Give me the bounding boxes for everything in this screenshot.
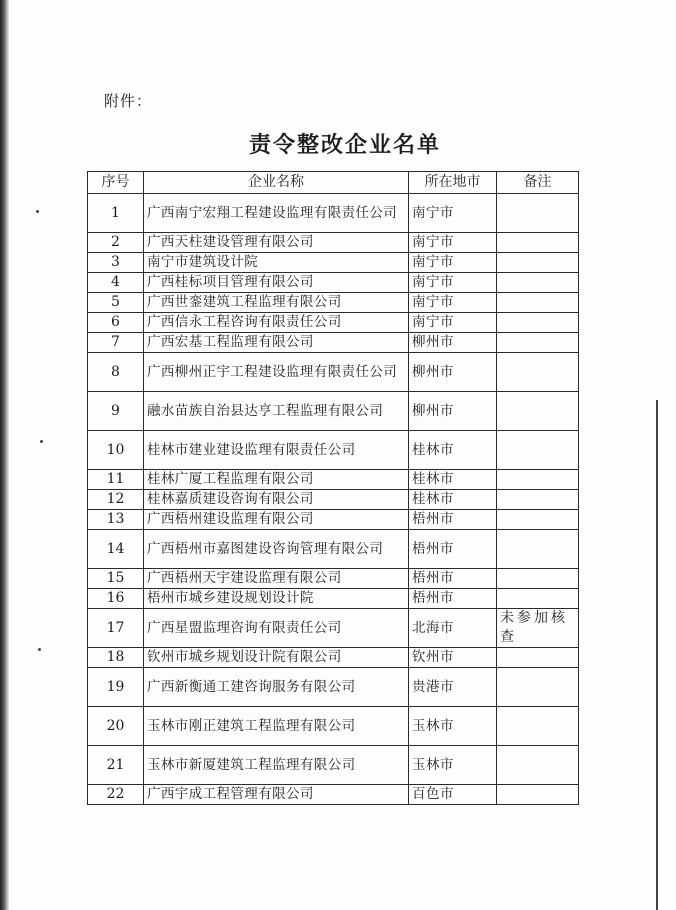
note [497,707,579,746]
row-number: 9 [88,392,144,431]
row-number: 21 [88,746,144,785]
city: 贵港市 [409,668,497,707]
row-number: 16 [88,589,144,609]
company-name: 广西星盟监理咨询有限责任公司 [144,609,409,648]
company-name: 广西南宁宏翔工程建设监理有限责任公司 [144,194,409,233]
note [497,785,579,805]
table-row [88,490,579,510]
note: 未参加核查 [497,609,579,648]
company-name: 广西信永工程咨询有限责任公司 [144,313,409,333]
row-number: 20 [88,707,144,746]
note [497,431,579,470]
company-name: 广西天柱建设管理有限公司 [144,233,409,253]
row-number: 1 [88,194,144,233]
city: 梧州市 [409,569,497,589]
company-name: 桂林广厦工程监理有限公司 [144,470,409,490]
attachment-label: 附件： [104,92,153,110]
city: 桂林市 [409,431,497,470]
note [497,353,579,392]
city: 玉林市 [409,707,497,746]
city: 桂林市 [409,490,497,510]
scan-speck [36,210,39,213]
note [497,273,579,293]
table-row [88,333,579,353]
city: 梧州市 [409,589,497,609]
row-number: 14 [88,530,144,569]
table-row [88,668,579,707]
city: 钦州市 [409,648,497,668]
table-header-row [88,172,579,194]
row-number: 4 [88,273,144,293]
city: 柳州市 [409,353,497,392]
company-name: 桂林嘉质建设咨询有限公司 [144,490,409,510]
table-row [88,353,579,392]
column-header-note: 备注 [497,172,579,194]
table-row [88,746,579,785]
column-header-name: 企业名称 [144,172,409,194]
table-row [88,392,579,431]
company-name: 广西世銮建筑工程监理有限公司 [144,293,409,313]
column-header-no: 序号 [88,172,144,194]
note [497,194,579,233]
note [497,648,579,668]
company-name: 南宁市建筑设计院 [144,253,409,273]
row-number: 13 [88,510,144,530]
row-number: 6 [88,313,144,333]
document-title: 责令整改企业名单 [248,132,441,158]
note [497,569,579,589]
city: 南宁市 [409,194,497,233]
city: 桂林市 [409,470,497,490]
company-name: 广西梧州天宇建设监理有限公司 [144,569,409,589]
row-number: 3 [88,253,144,273]
company-name: 玉林市刚正建筑工程监理有限公司 [144,707,409,746]
city: 柳州市 [409,392,497,431]
company-name: 广西梧州市嘉图建设咨询管理有限公司 [144,530,409,569]
scan-speck [38,648,41,651]
company-name: 梧州市城乡建设规划设计院 [144,589,409,609]
company-name: 广西桂标项目管理有限公司 [144,273,409,293]
note [497,470,579,490]
company-name: 广西宇成工程管理有限公司 [144,785,409,805]
note [497,313,579,333]
city: 梧州市 [409,510,497,530]
note [497,293,579,313]
row-number: 5 [88,293,144,313]
note [497,530,579,569]
row-number: 11 [88,470,144,490]
enterprise-table [87,171,579,805]
table-row [88,569,579,589]
table-row [88,273,579,293]
column-header-city: 所在地市 [409,172,497,194]
note [497,668,579,707]
table-row [88,194,579,233]
row-number: 15 [88,569,144,589]
table-row [88,785,579,805]
table-row [88,431,579,470]
table-row [88,707,579,746]
row-number: 7 [88,333,144,353]
company-name: 广西柳州正宇工程建设监理有限责任公司 [144,353,409,392]
row-number: 18 [88,648,144,668]
city: 南宁市 [409,293,497,313]
note [497,510,579,530]
city: 南宁市 [409,273,497,293]
row-number: 2 [88,233,144,253]
table-row [88,233,579,253]
scan-speck [40,440,43,443]
row-number: 19 [88,668,144,707]
table-row [88,609,579,648]
row-number: 8 [88,353,144,392]
city: 梧州市 [409,530,497,569]
row-number: 12 [88,490,144,510]
city: 玉林市 [409,746,497,785]
row-number: 17 [88,609,144,648]
city: 北海市 [409,609,497,648]
city: 柳州市 [409,333,497,353]
scan-right-edge [656,400,658,910]
company-name: 钦州市城乡规划设计院有限公司 [144,648,409,668]
row-number: 10 [88,431,144,470]
company-name: 融水苗族自治县达亨工程监理有限公司 [144,392,409,431]
company-name: 广西梧州建设监理有限公司 [144,510,409,530]
note [497,333,579,353]
table-row [88,293,579,313]
city: 百色市 [409,785,497,805]
company-name: 玉林市新厦建筑工程监理有限公司 [144,746,409,785]
city: 南宁市 [409,313,497,333]
company-name: 桂林市建业建设监理有限责任公司 [144,431,409,470]
table-row [88,253,579,273]
company-name: 广西宏基工程监理有限公司 [144,333,409,353]
table-row [88,313,579,333]
row-number: 22 [88,785,144,805]
note [497,392,579,431]
city: 南宁市 [409,233,497,253]
table-row [88,530,579,569]
note [497,490,579,510]
note [497,233,579,253]
note [497,746,579,785]
city: 南宁市 [409,253,497,273]
table-row [88,470,579,490]
table-row [88,510,579,530]
note [497,589,579,609]
note [497,253,579,273]
table-row [88,648,579,668]
company-name: 广西新衡通工建咨询服务有限公司 [144,668,409,707]
table-row [88,589,579,609]
